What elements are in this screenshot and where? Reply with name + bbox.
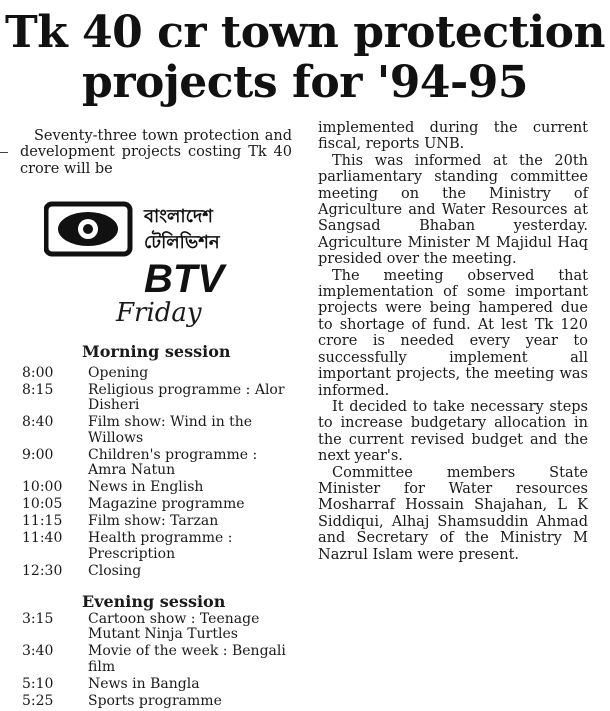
schedule-row	[22, 644, 296, 675]
schedule-time: 8:15	[22, 382, 54, 398]
tv-eye-icon	[46, 204, 130, 254]
btv-logo	[44, 200, 274, 298]
schedule-program: Health programme : Prescription	[88, 530, 233, 562]
listing-day: Friday	[116, 298, 202, 328]
schedule-time: 8:00	[22, 365, 54, 381]
schedule-program: Magazine programme	[88, 496, 245, 513]
schedule-program: News in English	[88, 479, 204, 496]
article-paragraph: It decided to take necessary steps to increase budgetary allocation in the current revised budget and the next year's.	[318, 398, 588, 465]
article-paragraph: Committee members State Minister for Water resources Mosharraf Hossain Shajahan, L K Siddiqui, Alhaj Shamsuddin Ahmad and Secretary of the Ministry M Nazrul Islam were present.	[318, 464, 588, 563]
article-paragraph: This was informed at the 20th parliamentary standing committee meeting on the Ministry of Agriculture and Water Resources at Sangsad Bhaban yesterday. Agriculture Minister M Majidul Haq presided over the meeting.	[318, 152, 588, 268]
logo-bengali-line-1: বাংলাদেশ	[144, 206, 213, 227]
schedule-time: 11:40	[22, 530, 63, 547]
schedule-program: Cartoon show : Teenage Mutant Ninja Turtles	[88, 611, 260, 643]
schedule-time: 5:10	[22, 675, 54, 692]
schedule-time: 10:00	[22, 479, 63, 496]
schedule-program: Film show: Wind in the Willows	[88, 414, 253, 446]
schedule-time: 11:15	[22, 513, 63, 530]
schedule-time: 12:30	[22, 562, 63, 579]
schedule-program: Children's programme : Amra Natun	[88, 446, 258, 479]
evening-schedule	[22, 612, 296, 711]
schedule-program: Movie of the week : Bengali film	[88, 643, 286, 675]
schedule-program: Closing	[88, 562, 142, 579]
schedule-program: News in Bangla	[88, 675, 200, 692]
schedule-row	[22, 677, 296, 692]
article-intro: Seventy-three town protection and development projects costing Tk 40 crore will be	[20, 128, 292, 177]
schedule-time: 8:40	[22, 414, 54, 431]
logo-bengali-line-2: টেলিভিশন	[144, 232, 220, 253]
schedule-program: Religious programme : Alor Disheri	[88, 382, 285, 414]
schedule-time: 5:25	[22, 692, 54, 709]
evening-session-heading: Evening session	[82, 592, 226, 611]
headline-line-1: Tk 40 cr town protection	[4, 7, 606, 58]
schedule-row	[22, 612, 296, 643]
article-paragraph: implemented during the current fiscal, reports UNB.	[318, 120, 588, 153]
schedule-row	[22, 514, 296, 529]
schedule-row	[22, 531, 296, 562]
schedule-program: Opening	[88, 365, 149, 381]
schedule-time: 9:00	[22, 446, 54, 463]
schedule-row	[22, 366, 296, 381]
morning-session-heading: Morning session	[82, 342, 231, 361]
logo-btv-text: BTV	[144, 257, 224, 298]
schedule-program: Film show: Tarzan	[88, 513, 219, 530]
schedule-time: 3:15	[22, 611, 54, 627]
schedule-row	[22, 480, 296, 495]
schedule-row	[22, 564, 296, 579]
schedule-time: 3:40	[22, 643, 54, 660]
headline-line-2: projects for '94-95	[82, 57, 528, 108]
article-paragraph: The meeting observed that implementation of some important projects were being hampered due to shortage of fund. At lest Tk 120 crore is needed every year to successfully implement all important projects, the meeting was informed.	[318, 267, 588, 399]
morning-schedule	[22, 366, 296, 581]
schedule-row	[22, 383, 296, 414]
schedule-program: Sports programme	[88, 692, 222, 709]
schedule-time: 10:05	[22, 496, 63, 513]
article-continuation	[318, 120, 588, 563]
schedule-row	[22, 497, 296, 512]
headline	[0, 8, 610, 108]
column-rule-mark	[0, 152, 8, 153]
schedule-row	[22, 448, 296, 479]
schedule-row	[22, 415, 296, 446]
